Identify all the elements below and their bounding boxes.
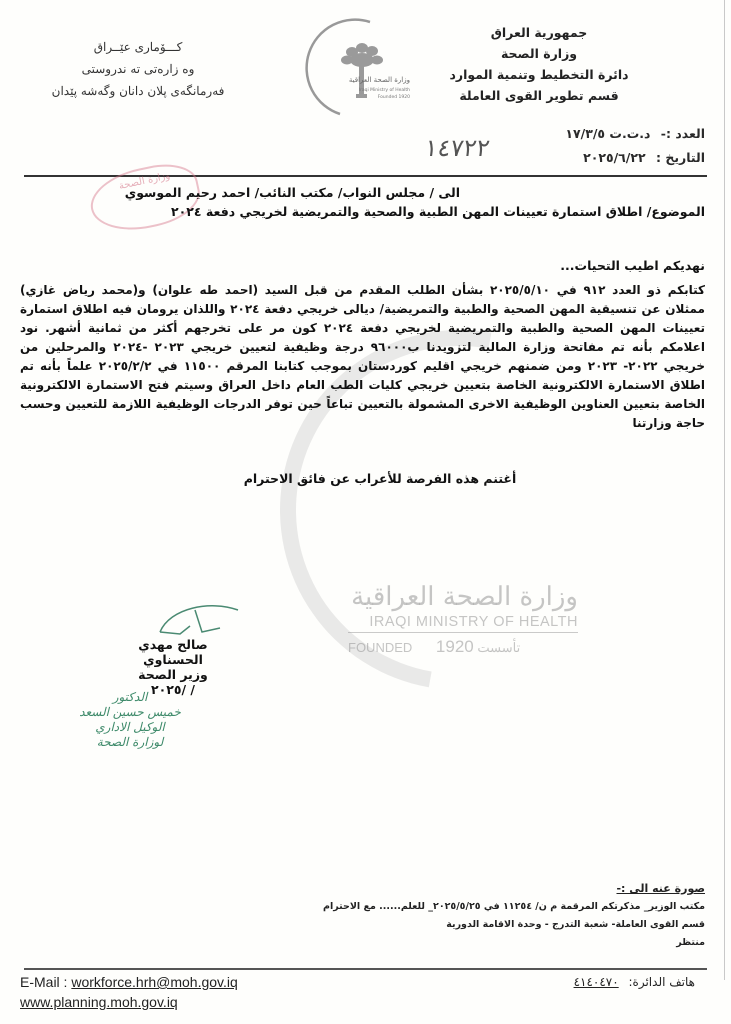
green-signature-line2: خميس حسين السعد [79, 705, 181, 719]
watermark-founded-year: 1920 [435, 637, 474, 656]
green-ink-signature [70, 690, 190, 750]
letter-body: كتابكم ذو العدد ٩١٢ في ٢٠٢٥/٥/١٠ بشأن الطلب المقدم من قبل السيد (احمد طه علوان) و(محمد رياض غازي) ممثلان عن تنسيقية المهن الصحية والطبية والتمريضية/ ديالى خريجي دفعة ٢٠٢٤ واللذان يرومان فيه اطلاق استمارة تعيينات المهن الصحية والطبية والتمريضية لخريجي دفعة ٢٠٢٤ كون مر على تخرجهم أكثر من ثمانية أشهر. نود اعلامكم بأنه تم مفاتحة وزارة المالية لتزويدنا ب٩٦٠٠٠ درجة وظيفية لتعيين خريجي ٢٠٢٣ -٢٠٢٤ والمرحلين من خريجي ٢٠٢٢- ٢٠٢٣ ومن ضمنهم خريجي اقليم كوردستان بموجب كتابنا المرقم ١١٥٠٠ في ٢٠٢٥/٢/٢ علماً بأنه تم اطلاق الاستمارة الالكترونية الخاصة بتعيين خريجي كليات الطب العام داخل العراق وسيتم فتح الاستمارة الالكترونية الخاصة بتعيين العناوين الوظيفية الاخرى المشمولة بالتعيين تباعاً حين توفر الدرجات الوظيفية اللازمة للتعيين وحسب حاجة وزارتنا [20, 283, 706, 430]
logo-text-en: Iraqi Ministry of Health [358, 88, 410, 93]
footer-divider [24, 968, 707, 970]
footer-email-row [20, 972, 238, 992]
header-country: جمهورية العراق [490, 25, 588, 40]
footer-contact [20, 972, 238, 1012]
copy-to-block [265, 880, 705, 952]
copy-to-item: مكتب الوزير_ مذكرتكم المرقمة م ن/ ١١٢٥٤ في ٢٠٢٥/٥/٢٥_ للعلم...... مع الاحترام [323, 901, 705, 912]
reference-number-row [565, 122, 705, 146]
watermark-english: IRAQI MINISTRY OF HEALTH [348, 614, 578, 633]
phone-number: ٤١٤٠٤٧٠ [573, 975, 619, 989]
watermark-founded-ar: تأسست [477, 640, 521, 655]
signature-scrawl-icon [150, 598, 245, 638]
watermark [348, 580, 578, 657]
reference-date-label: التاريخ : [655, 150, 705, 165]
handwritten-incoming-number: ١٤٧٢٢ [423, 134, 492, 162]
recipient: الى / مجلس النواب/ مكتب النائب/ احمد رحيم الموسوي [124, 185, 460, 200]
stamp-text: وزارة الصحة [117, 170, 172, 193]
reference-number-value: د.ت.ت ١٧/٣/٥ [565, 126, 651, 141]
ministry-logo-icon [300, 18, 430, 118]
copy-to-item: قسم القوى العاملة- شعبة التدرج - وحدة الاقامة الدورية [446, 919, 705, 930]
signature-date: / /٢٠٢٥ [150, 682, 195, 697]
header-arabic [439, 22, 639, 106]
copy-to-title: صورة عنه الى :- [616, 882, 705, 895]
watermark-founded [348, 637, 578, 657]
header-kurdish-line3: فەرمانگەى پلان دانان وگەشە پێدان [51, 84, 225, 98]
website-link[interactable]: www.planning.moh.gov.iq [20, 994, 178, 1010]
email-link[interactable]: workforce.hrh@moh.gov.iq [71, 974, 238, 990]
green-signature-line4: لوزارة الصحة [96, 735, 164, 749]
page-edge [724, 0, 725, 980]
green-signature-line3: الوكيل الاداري [95, 720, 165, 734]
watermark-founded-label: FOUNDED [348, 640, 413, 655]
header-kurdish-line2: وه زارەتى تە ندروستى [81, 62, 195, 76]
logo-founded: Founded 1920 [377, 95, 410, 100]
reference-date-row [565, 146, 705, 170]
header-department: قسم تطوير القوى العاملة [459, 88, 619, 103]
subject: الموضوع/ اطلاق استمارة تعيينات المهن الطبية والصحية والتمريضية لخريجي دفعة ٢٠٢٤ [171, 204, 705, 219]
email-label: E-Mail : [20, 974, 68, 990]
reference-number-label: العدد :- [660, 126, 705, 141]
greeting: نهديكم اطيب التحيات... [560, 258, 705, 273]
reference-date-value: ٢٠٢٥/٦/٢٢ [583, 150, 646, 165]
signature-block [108, 637, 238, 697]
footer-phone [574, 975, 695, 989]
header-ministry: وزارة الصحة [500, 46, 578, 61]
header-directorate: دائرة التخطيط وتنمية الموارد [449, 67, 629, 82]
copy-to-item: منتظر [676, 937, 705, 948]
logo-text-ar: وزارة الصحة العراقية [348, 76, 410, 84]
signatory-title: وزير الصحة [138, 667, 208, 682]
header-kurdish-line1: كـــۆمارى عێــراق [93, 40, 183, 54]
reference-block [565, 122, 705, 170]
header-kurdish [38, 36, 238, 102]
closing-line: أغتنم هذه الفرصة للأعراب عن فائق الاحترام [243, 471, 517, 486]
address-block [15, 183, 705, 221]
green-signature-line1: الدكتور [112, 690, 148, 704]
watermark-arabic: وزارة الصحة العراقية [351, 582, 578, 612]
phone-label: هاتف الدائرة: [628, 975, 695, 989]
signatory-name: صالح مهدي الحسناوي [138, 637, 208, 667]
